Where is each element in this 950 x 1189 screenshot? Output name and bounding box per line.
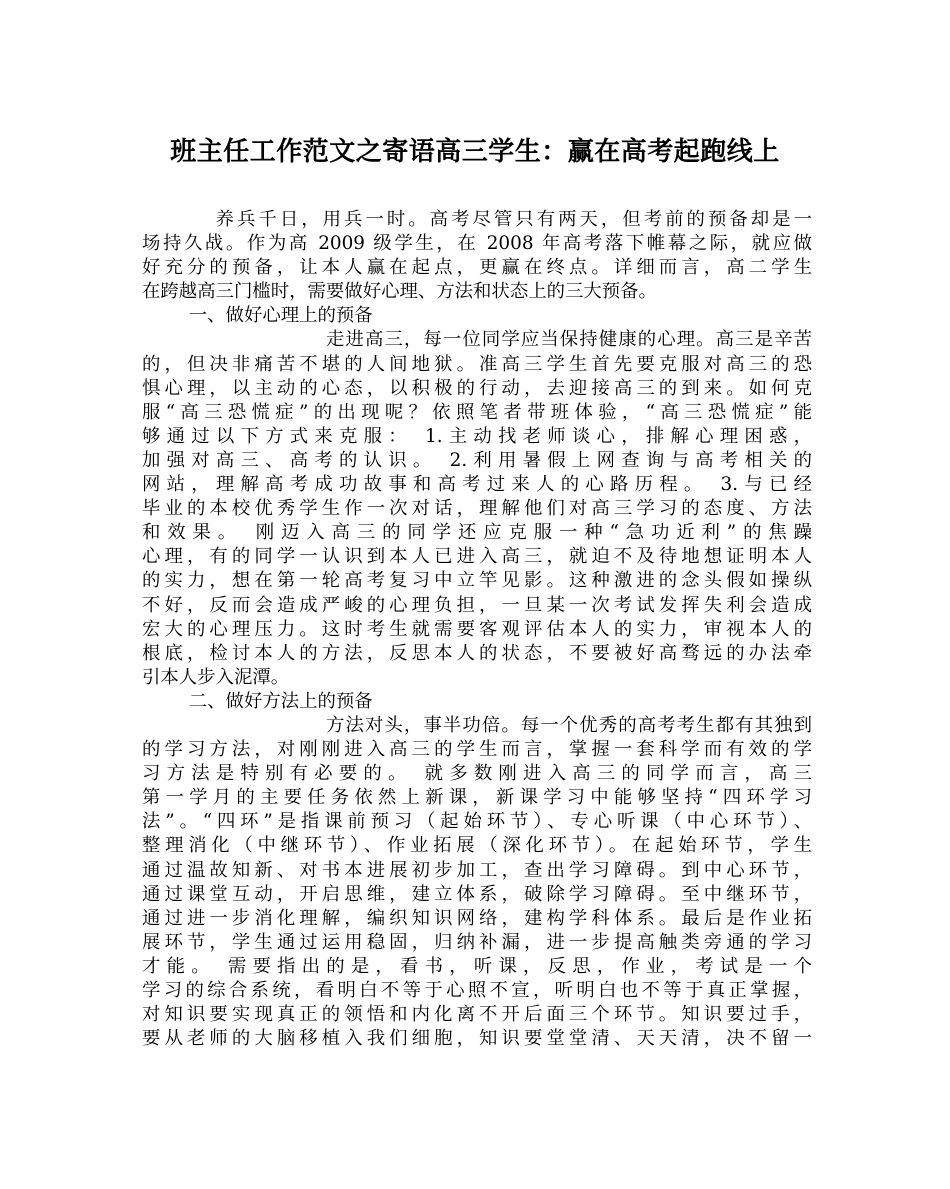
- text-line: 展环节，学生通过运用稳固，归纳补漏，进一步提高触类旁通的学习: [142, 931, 812, 953]
- text-line: 好充分的预备，让本人赢在起点，更赢在终点。详细而言，高二学生: [142, 257, 812, 279]
- text-line: 在跨越高三门槛时，需要做好心理、方法和状态上的三大预备。: [142, 281, 657, 303]
- text-line: 对知识要实现真正的领悟和内化离不开后面三个环节。知识要过手，: [142, 1004, 812, 1026]
- page-title: 班主任工作范文之寄语高三学生：赢在高考起跑线上: [170, 137, 780, 167]
- text-line: 学习的综合系统，看明白不等于心照不宣，听明白也不等于真正掌握，: [142, 980, 812, 1001]
- text-line: 才能。 需要指出的是，看书，听课，反思，作业，考试是一个: [142, 955, 812, 977]
- text-line: 通过进一步消化理解，编织知识网络，建构学科体系。最后是作业拓: [142, 907, 812, 929]
- text-line: 通过温故知新、对书本进展初步加工，查出学习障碍。到中心环节，: [142, 859, 812, 881]
- text-line: 心理，有的同学一认识到本人已进入高三，就迫不及待地想证明本人: [142, 546, 812, 568]
- text-line: 的学习方法，对刚刚进入高三的学生而言，掌握一套科学而有效的学: [142, 739, 812, 761]
- text-line: 的，但决非痛苦不堪的人间地狱。准高三学生首先要克服对高三的恐: [142, 353, 812, 375]
- text-line: 一、做好心理上的预备: [142, 305, 373, 327]
- text-line: 要从老师的大脑移植入我们细胞，知识要堂堂清、天天清，决不留一: [142, 1028, 812, 1050]
- text-line: 不好，反而会造成严峻的心理负担，一旦某一次考试发挥失利会造成: [142, 594, 812, 616]
- text-line: 整理消化（中继环节）、作业拓展（深化环节）。在起始环节，学生: [142, 835, 812, 857]
- text-line: 和效果。 刚迈入高三的同学还应克服一种“急功近利”的焦躁: [142, 522, 812, 544]
- text-line: 毕业的本校优秀学生作一次对话，理解他们对高三学习的态度、方法: [142, 498, 812, 520]
- text-line: 方法对头，事半功倍。每一个优秀的高考考生都有其独到: [326, 714, 812, 736]
- text-line: 服“高三恐慌症”的出现呢？依照笔者带班体验，“高三恐慌症”能: [142, 401, 812, 423]
- text-line: 引本人步入泥潭。: [142, 666, 290, 688]
- text-line: 的实力，想在第一轮高考复习中立竿见影。这种激进的念头假如操纵: [142, 570, 812, 592]
- text-line: 网站，理解高考成功故事和高考过来人的心路历程。 3.与已经: [142, 474, 812, 496]
- document-body: [142, 208, 812, 1051]
- text-line: 加强对高三、高考的认识。 2.利用暑假上网查询与高考相关的: [142, 449, 812, 471]
- text-line: 法”。“四环”是指课前预习（起始环节）、专心听课（中心环节）、: [142, 811, 812, 833]
- text-line: 根底，检讨本人的方法，反思本人的状态，不要被好高骛远的办法牵: [142, 642, 812, 664]
- text-line: 二、做好方法上的预备: [142, 690, 373, 712]
- text-line: 通过课堂互动，开启思维，建立体系，破除学习障碍。至中继环节，: [142, 883, 812, 905]
- text-line: 宏大的心理压力。这时考生就需要客观评估本人的实力，审视本人的: [142, 618, 812, 640]
- text-line: 习方法是特别有必要的。 就多数刚进入高三的同学而言，高三: [142, 763, 812, 785]
- text-line: 场持久战。作为高 2009 级学生，在 2008 年高考落下帷幕之际，就应做: [142, 233, 812, 255]
- text-line: 养兵千日，用兵一时。高考尽管只有两天，但考前的预备却是一: [215, 209, 812, 230]
- text-line: 够通过以下方式来克服： 1.主动找老师谈心，排解心理困惑，: [142, 425, 812, 447]
- text-line: 惧心理，以主动的心态，以积极的行动，去迎接高三的到来。如何克: [142, 377, 812, 399]
- text-line: 第一学月的主要任务依然上新课，新课学习中能够坚持“四环学习: [142, 787, 812, 809]
- text-line: 走进高三，每一位同学应当保持健康的心理。高三是辛苦: [326, 329, 812, 351]
